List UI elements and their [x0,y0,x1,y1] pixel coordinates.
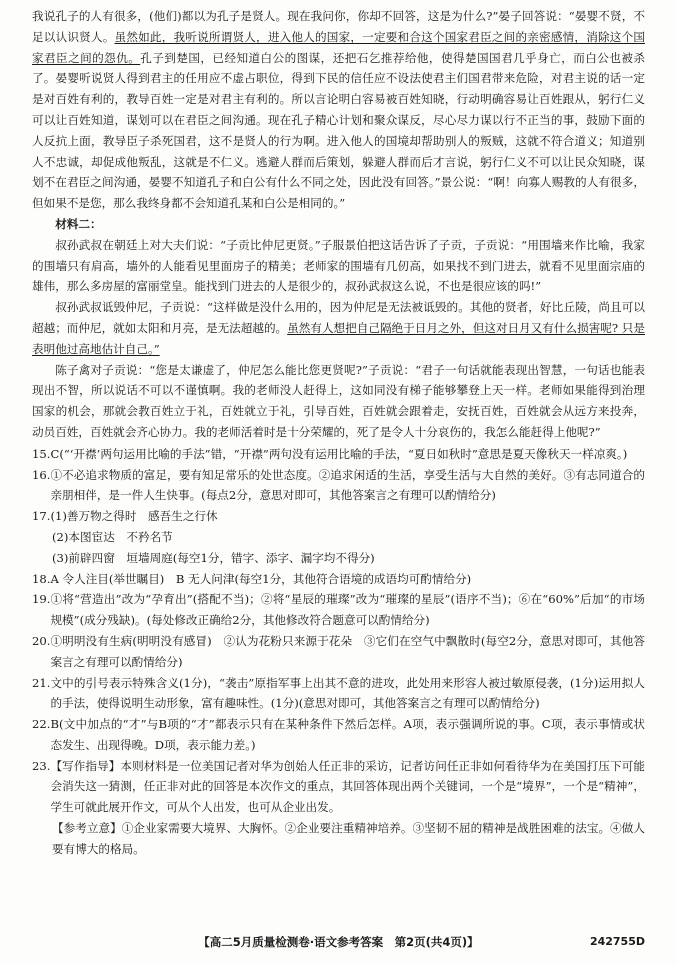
translation-section [32,6,645,443]
answer-item: 20. ①明明没有生病(明明没有感冒) ②认为花粉只来源于花朵 ③它们在空气中飘散时(每空2分，意思对即可，其他答案言之有理可以酌情给分) [32,633,645,669]
material-heading: 材料二： [55,216,102,231]
answer-item: 16. ①不必追求物质的富足，要有知足常乐的处世态度。②追求闲适的生活，享受生活与大自然的美好。③有志同道合的亲朋相伴，是一件人生快事。(每点2分，意思对即可，其他答案言之有理可以酌情给分) [32,467,645,503]
translation-paragraph: 叔孙武叔诋毁仲尼，子贡说：“这样做是没什么用的，因为仲尼是无法被诋毁的。其他的贤者，好比丘陵，尚且可以超越；而仲尼，就如太阳和月亮，是无法超越的。虽然有人想把自己隔绝于日月之外，但这对日月又有什么损害呢? 只是表明他过高地估计自己。” [32,300,645,356]
answer-item: 18. A 令人注目(举世瞩目) B 无人问津(每空1分，其他符合语境的成语均可酌情给分) [32,571,472,586]
answer-subitem: (2)本图宦达 不矜名节 [52,529,173,544]
translation-paragraph: 我说孔子的人有很多，(他们)都以为孔子是贤人。现在我问你，你却不回答，这是为什么?”晏子回答说：“晏婴不贤，不足以认识贤人。虽然如此，我听说所谓贤人，进入他人的国家，一定要和合这个国家君臣之间的亲密感情，消除这个国家君臣之间的怨仇。孔子到楚国，已经知道白公的图谋，还把石乞推荐给他，使得楚国国君几乎身亡，而白公也被杀了。晏婴听说贤人得到君主的任用应不虚占职位，得到下民的信任应不设法使君主们国君带来危险，对君主说的话一定是对百姓有利的，教导百姓一定是对君主有利的。所以言论明白容易被百姓知晓，行动明确容易让百姓跟从，躬行仁义可以让百姓知道，谋划可以在君臣之间沟通。现在孔子精心计划和聚众谋反，尽心尽力谋以行不正当的事，鼓励下面的人反抗上面，教导臣子杀死国君，这不是贤人的行为啊。进入他人的国境却帮助别人的叛贼，这就不符合道义；知道别人不忠诚，却促成他叛乱，这就是不仁义。逃避人群而后策划，躲避人群而后才言说，躬行仁义不可以让民众知晓，谋划不在君臣之间沟通，晏婴不知道孔子和白公有什么不同之处，因此没有回答。”景公说：“啊！向寡人赐教的人有很多，但如果不是您，那么我终身都不会知道孔某和白公是相同的。” [32,9,645,211]
answer-item: 21. 文中的引号表示特殊含义(1分)，“袭击”原指军事上出其不意的进攻，此处用来形容人被过敏原侵袭，(1分)运用拟人的手法，使得说明生动形象，富有趣味性。(1分)(意思对即可，其他答案言之有理可以酌情给分) [32,675,645,711]
answers-section [32,444,645,860]
underlined-sentence: 虽然有人想把自己隔绝于日月之外，但这对日月又有什么损害呢? 只是表明他过高地估计自己。” [32,320,645,356]
answer-item: 22. B(文中加点的“才”与B项的“才”都表示只有在某种条件下然后怎样。A项，表示强调所说的事。C项，表示事情或状态发生、出现得晚。D项，表示能力差。) [32,717,645,752]
answer-item: 17. (1)善万物之得时 感吾生之行休 [32,509,218,524]
answer-item: 15. C(“‘开襟’两句运用比喻的手法”错，“开襟”两句没有运用比喻的手法，“夏日如秋时”意思是夏天像秋天一样凉爽。) [32,446,628,461]
answer-item: 23. 【写作指导】本则材料是一位美国记者对华为创始人任正非的采访，记者访问任正非如何看待华为在美国打压下可能会消失这一猜测，任正非对此的回答是本次作文的重点，其回答体现出两个关键词，一个是“境界”，一个是“精神”，学生可就此展开作文，可从个人出发，也可从企业出发。 [32,758,645,815]
answer-subitem: (3)前辟四窗 垣墙周庭(每空1分，错字、添字、漏字均不得分) [52,550,375,565]
page-footer: 【高二5月质量检测卷·语文参考答案 第2页(共4页)】 [198,935,479,949]
answer-subitem: 【参考立意】①企业家需要大境界、大胸怀。②企业要注重精神培养。③坚韧不屈的精神是战胜困难的法宝。④做人要有博大的格局。 [52,821,645,856]
underlined-sentence: 虽然如此，我听说所谓贤人，进入他人的国家，一定要和合这个国家君臣之间的亲密感情，消除这个国家君臣之间的怨仇。 [32,29,645,65]
translation-paragraph: 叔孙武叔在朝廷上对大夫们说：“子贡比仲尼更贤。”子服景伯把这话告诉了子贡，子贡说：“用围墙来作比喻，我家的围墙只有肩高，墙外的人能看见里面房子的精美；老师家的围墙有几仞高，如果找不到门进去，就看不见里面宗庙的雄伟，那么多房屋的富丽堂皇。能找到门进去的人是很少的，叔孙武叔这么说，不也是很应该的吗!” [32,237,645,294]
translation-paragraph: 陈子禽对子贡说：“您是太谦虚了，仲尼怎么能比您更贤呢?”子贡说：“君子一句话就能表现出智慧，一句话也能表现出不智，所以说话不可以不谨慎啊。我的老师没人赶得上，这如同没有梯子能够攀登上天一样。老师如果能得到治理国家的机会，那就会教百姓立于礼，百姓就立于礼，引导百姓，百姓就会跟着走，安抚百姓，百姓就会从远方来投奔，动员百姓，百姓就会齐心协力。我的老师活着时是十分荣耀的，死了是令人十分哀伤的，我怎么能赶得上他呢?” [32,362,645,439]
answer-item: 19. ①将“营造出”改为“孕育出”(搭配不当)；②将“星辰的璀璨”改为“璀璨的星辰”(语序不当)；⑥在“60%”后加“的市场规模”(成分残缺)。(每处修改正确给2分，其他修改符合题意可以酌情给分) [32,592,645,628]
document-code: 242755D [589,935,645,948]
